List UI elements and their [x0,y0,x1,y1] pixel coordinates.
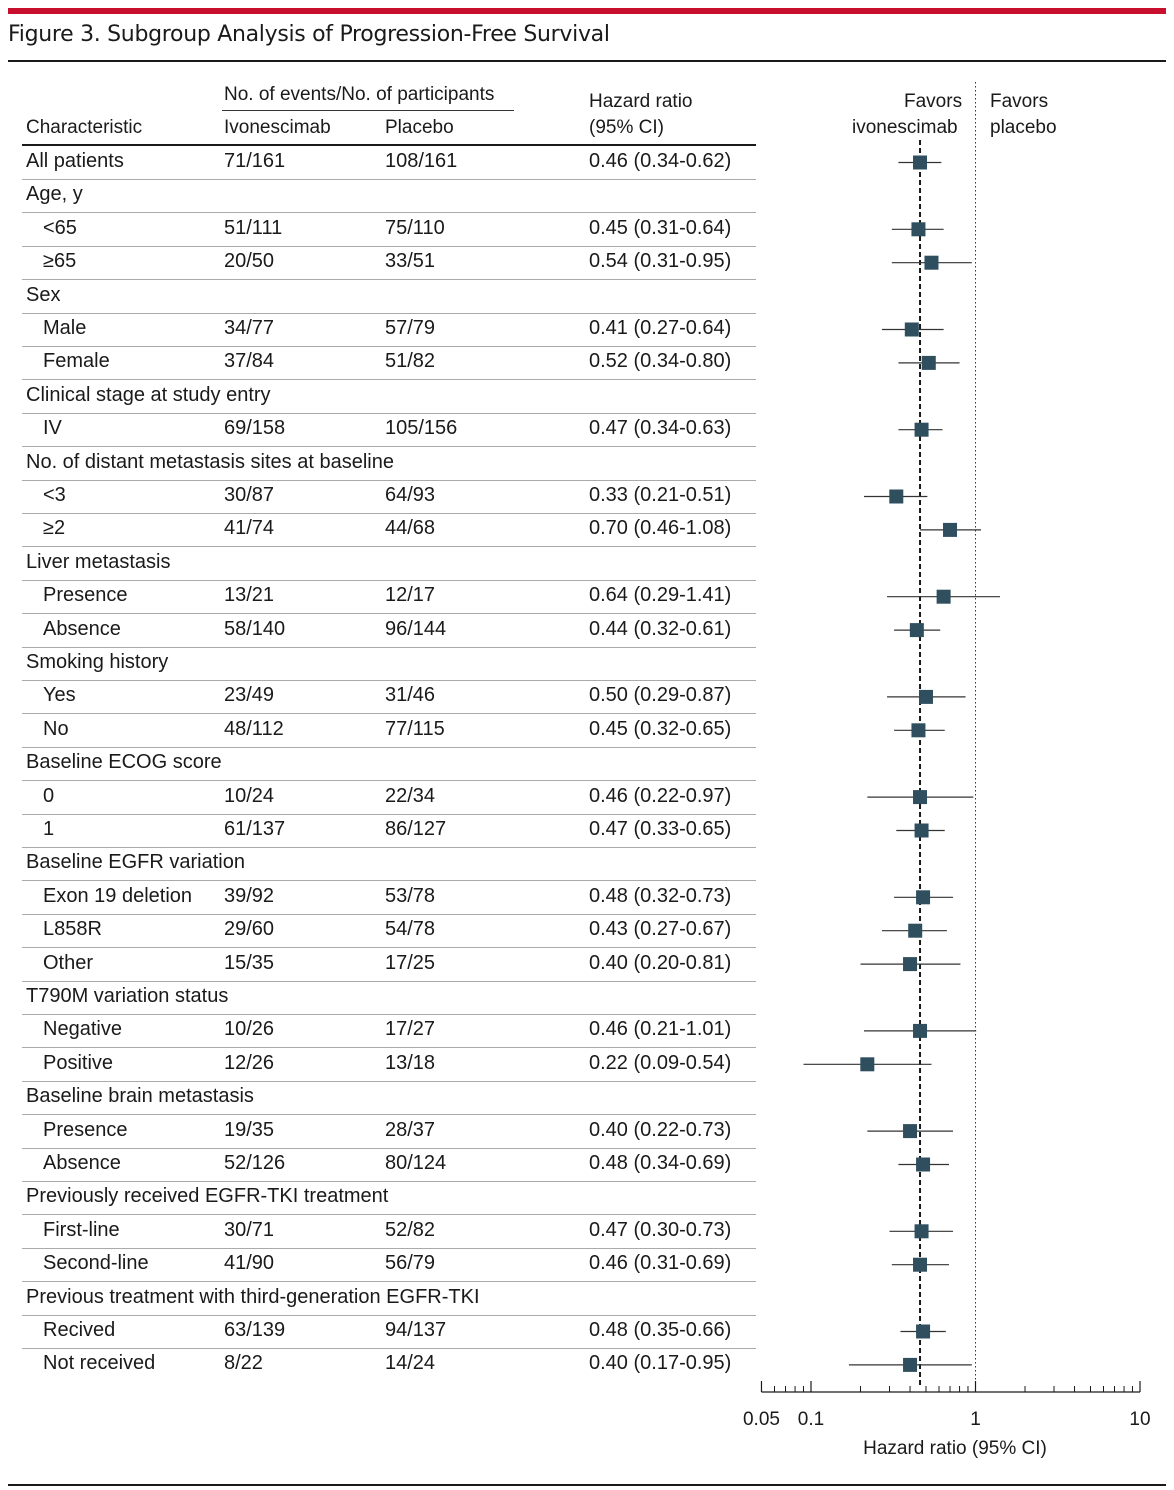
hazard-ratio-value: 0.52 (0.34-0.80) [589,350,732,373]
row-label: Absence [43,617,121,640]
placebo-events: 17/25 [385,951,436,974]
ivonescimab-events: 48/112 [224,717,284,740]
placebo-events: 17/27 [385,1018,436,1041]
x-axis-tick-label: 0.1 [797,1409,825,1430]
row-label: 1 [43,818,55,840]
hazard-ratio-ci-header: (95% CI) [589,117,664,138]
placebo-events: 13/18 [385,1051,436,1074]
row-label: First-line [43,1218,120,1241]
hazard-ratio-value: 0.47 (0.30-0.73) [589,1218,732,1241]
placebo-header: Placebo [385,117,454,138]
ivonescimab-events: 10/24 [224,784,275,807]
row-label: T790M variation status [26,985,229,1007]
ivonescimab-events: 10/26 [224,1018,275,1041]
placebo-events: 28/37 [385,1118,436,1141]
row-label: Baseline brain metastasis [26,1085,254,1108]
row-label: Liver metastasis [26,550,171,573]
hazard-ratio-value: 0.45 (0.31-0.64) [589,216,732,239]
favors-ivonescimab-line1: Favors [904,91,963,112]
row-label: Not received [43,1352,156,1375]
placebo-events: 80/124 [385,1152,447,1174]
placebo-events: 94/137 [385,1319,447,1341]
row-label: Second-line [43,1252,149,1275]
ivonescimab-events: 34/77 [224,317,275,339]
row-label: Smoking history [26,651,169,673]
hazard-ratio-value: 0.47 (0.33-0.65) [589,818,732,840]
hazard-ratio-marker [915,1224,929,1238]
hazard-ratio-marker [903,957,917,971]
placebo-events: 105/156 [385,417,458,440]
hazard-ratio-value: 0.40 (0.20-0.81) [589,951,732,974]
placebo-events: 53/78 [385,884,436,907]
hazard-ratio-marker [903,1124,917,1138]
placebo-events: 51/82 [385,350,436,373]
hazard-ratio-marker [911,222,925,236]
row-label: Positive [43,1051,114,1074]
hazard-ratio-marker [903,1358,917,1372]
ivonescimab-events: 20/50 [224,250,275,273]
row-label: L858R [43,918,102,941]
hazard-ratio-marker [889,490,903,504]
row-label: Female [43,350,110,373]
row-label: Age, y [26,183,83,206]
ivonescimab-events: 12/26 [224,1051,275,1074]
ivonescimab-events: 15/35 [224,951,275,974]
hazard-ratio-value: 0.41 (0.27-0.64) [589,317,732,339]
row-label: All patients [26,150,124,172]
placebo-events: 22/34 [385,784,436,807]
hazard-ratio-value: 0.22 (0.09-0.54) [589,1051,732,1074]
hazard-ratio-value: 0.50 (0.29-0.87) [589,684,732,707]
ivonescimab-events: 58/140 [224,617,286,640]
hazard-ratio-marker [916,1158,930,1172]
placebo-events: 44/68 [385,517,436,540]
participants-group-header: No. of events/No. of participants [224,84,495,105]
hazard-ratio-marker [910,623,924,637]
ivonescimab-header: Ivonescimab [224,117,331,138]
placebo-events: 96/144 [385,617,447,640]
placebo-events: 12/17 [385,584,436,607]
hazard-ratio-marker [915,824,929,838]
hazard-ratio-marker [913,1258,927,1272]
ivonescimab-events: 41/74 [224,517,275,540]
hazard-ratio-marker [937,590,951,604]
ivonescimab-events: 13/21 [224,584,275,607]
row-label: No [43,717,69,740]
hazard-ratio-value: 0.48 (0.34-0.69) [589,1152,732,1174]
placebo-events: 31/46 [385,684,436,707]
placebo-events: 64/93 [385,484,436,506]
ivonescimab-events: 8/22 [224,1352,263,1375]
hazard-ratio-header: Hazard ratio [589,91,693,112]
placebo-events: 86/127 [385,818,447,840]
hazard-ratio-marker [911,723,925,737]
hazard-ratio-marker [860,1057,874,1071]
favors-placebo-line1: Favors [990,91,1049,112]
hazard-ratio-value: 0.54 (0.31-0.95) [589,250,732,273]
ivonescimab-events: 61/137 [224,818,286,840]
ivonescimab-events: 69/158 [224,417,286,440]
hazard-ratio-value: 0.46 (0.31-0.69) [589,1252,732,1275]
hazard-ratio-marker [915,423,929,437]
hazard-ratio-marker [913,1024,927,1038]
placebo-events: 57/79 [385,317,436,339]
placebo-events: 77/115 [385,717,445,740]
hazard-ratio-value: 0.40 (0.22-0.73) [589,1118,732,1141]
hazard-ratio-value: 0.64 (0.29-1.41) [589,584,732,607]
hazard-ratio-marker [905,323,919,337]
row-label: <3 [43,484,66,506]
x-axis-title: Hazard ratio (95% CI) [863,1438,1047,1459]
row-label: No. of distant metastasis sites at baseline [26,450,394,473]
row-label: IV [43,417,62,440]
placebo-events: 75/110 [385,216,445,239]
hazard-ratio-value: 0.40 (0.17-0.95) [589,1352,732,1375]
hazard-ratio-value: 0.45 (0.32-0.65) [589,717,732,740]
hazard-ratio-marker [919,690,933,704]
x-axis-tick-label: 10 [1129,1409,1151,1430]
row-label: Negative [43,1018,122,1041]
ivonescimab-events: 63/139 [224,1319,286,1341]
ivonescimab-events: 29/60 [224,918,275,941]
hazard-ratio-value: 0.33 (0.21-0.51) [589,484,732,506]
row-label: Male [43,317,87,339]
ivonescimab-events: 41/90 [224,1252,275,1275]
hazard-ratio-value: 0.44 (0.32-0.61) [589,617,732,640]
hazard-ratio-value: 0.46 (0.21-1.01) [589,1018,732,1041]
row-label: Clinical stage at study entry [26,383,271,406]
row-label: Other [43,951,94,974]
placebo-events: 52/82 [385,1218,436,1241]
hazard-ratio-value: 0.48 (0.35-0.66) [589,1319,732,1341]
hazard-ratio-value: 0.46 (0.22-0.97) [589,784,732,807]
hazard-ratio-marker [913,156,927,170]
row-label: <65 [43,216,77,239]
row-label: Baseline ECOG score [26,751,222,774]
ivonescimab-events: 71/161 [224,150,286,172]
row-label: 0 [43,784,55,807]
bottom-rule [8,1484,1166,1486]
x-axis-tick-label: 0.05 [742,1409,780,1430]
favors-ivonescimab-line2: ivonescimab [852,117,958,138]
row-label: Previously received EGFR-TKI treatment [26,1185,389,1208]
hazard-ratio-marker [916,1325,930,1339]
placebo-events: 14/24 [385,1352,436,1375]
hazard-ratio-marker [943,523,957,537]
ivonescimab-events: 51/111 [224,216,283,239]
row-label: Baseline EGFR variation [26,851,245,874]
ivonescimab-events: 23/49 [224,684,275,707]
hazard-ratio-value: 0.48 (0.32-0.73) [589,884,732,907]
row-label: Previous treatment with third-generation EGFR-TKI [26,1285,480,1308]
characteristic-header: Characteristic [26,117,143,138]
row-label: Exon 19 deletion [43,884,193,907]
row-label: Yes [43,684,76,707]
hazard-ratio-value: 0.47 (0.34-0.63) [589,417,732,440]
hazard-ratio-marker [922,356,936,370]
row-label: Recived [43,1319,116,1341]
row-label: Sex [26,283,61,306]
ivonescimab-events: 30/87 [224,484,275,506]
hazard-ratio-value: 0.70 (0.46-1.08) [589,517,732,540]
ivonescimab-events: 39/92 [224,884,275,907]
hazard-ratio-marker [924,256,938,270]
hazard-ratio-value: 0.43 (0.27-0.67) [589,918,732,941]
x-axis-tick-label: 1 [970,1409,981,1430]
favors-placebo-line2: placebo [990,117,1057,138]
row-label: Presence [43,1118,128,1141]
row-label: Absence [43,1152,121,1174]
ivonescimab-events: 37/84 [224,350,275,373]
hazard-ratio-marker [916,890,930,904]
figure-title: Figure 3. Subgroup Analysis of Progression-Free Survival [8,22,610,47]
ivonescimab-events: 52/126 [224,1152,286,1174]
hazard-ratio-marker [908,924,922,938]
row-label: ≥2 [43,517,66,540]
row-label: Presence [43,584,128,607]
ivonescimab-events: 19/35 [224,1118,275,1141]
ivonescimab-events: 30/71 [224,1218,275,1241]
row-label: ≥65 [43,250,77,273]
placebo-events: 56/79 [385,1252,436,1275]
hazard-ratio-value: 0.46 (0.34-0.62) [589,150,732,172]
placebo-events: 54/78 [385,918,436,941]
placebo-events: 108/161 [385,150,458,172]
hazard-ratio-marker [913,790,927,804]
placebo-events: 33/51 [385,250,436,273]
